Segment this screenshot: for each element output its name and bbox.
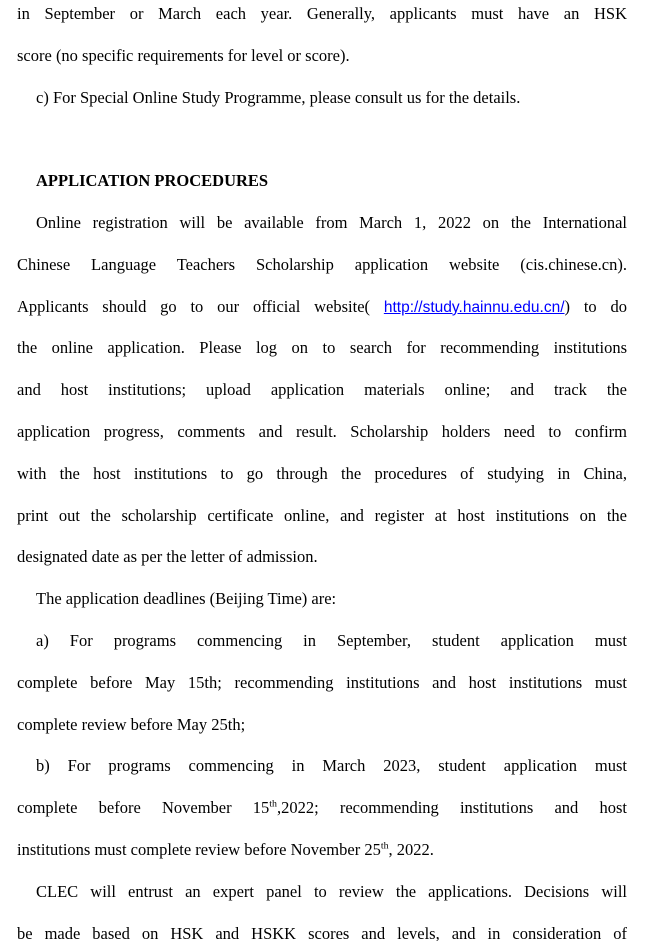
text-run: Applicants should go to our official website( <box>17 296 384 316</box>
para3-line4 <box>17 327 627 369</box>
heading-text: APPLICATION PROCEDURES <box>36 171 269 191</box>
blank-line <box>17 118 627 160</box>
para6-line1 <box>17 745 627 787</box>
text-run: designated date as per the letter of admission. <box>17 547 318 567</box>
para6-line3 <box>17 829 627 871</box>
text-run: complete before November 15 <box>17 798 270 818</box>
para3-line5 <box>17 369 627 411</box>
study-website-link[interactable]: http://study.hainnu.edu.cn/ <box>383 298 565 316</box>
text-run: with the host institutions to go through the procedures of studying in China, <box>17 463 627 483</box>
para6-line2 <box>17 787 627 829</box>
text-run: a) For programs commencing in September, student application must <box>36 630 627 650</box>
text-run: print out the scholarship certificate online, and register at host institutions on the <box>17 505 627 525</box>
para5-line1 <box>17 620 627 662</box>
text-run: and host institutions; upload application materials online; and track the <box>17 380 627 400</box>
text-run: institutions must complete review before November 25 <box>17 839 381 859</box>
text-run: CLEC will entrust an expert panel to review the applications. Decisions will <box>36 881 627 901</box>
text-run: in September or March each year. Generally, applicants must have an HSK <box>17 4 627 23</box>
text-run: ,2022; recommending institutions and host <box>276 798 627 818</box>
text-run: Chinese Language Teachers Scholarship application website (cis.chinese.cn). <box>17 254 627 274</box>
para3-line2 <box>17 244 627 286</box>
para3-line7 <box>17 453 627 495</box>
para2-line1 <box>17 77 627 119</box>
text-run: c) For Special Online Study Programme, please consult us for the details. <box>36 87 521 107</box>
text-run: application progress, comments and result. Scholarship holders need to confirm <box>17 421 627 441</box>
para1-line1 <box>17 0 627 35</box>
text-run: b) For programs commencing in March 2023, student application must <box>36 756 627 776</box>
text-run: Online registration will be available from March 1, 2022 on the International <box>36 212 627 232</box>
text-run: score (no specific requirements for level or score). <box>17 45 350 65</box>
text-run: The application deadlines (Beijing Time) are: <box>36 589 337 609</box>
text-run: ) to do <box>564 296 627 316</box>
para3-line3 <box>17 286 627 328</box>
ordinal-superscript: th <box>380 840 389 852</box>
text-run: complete review before May 25th; <box>17 714 246 734</box>
para7-line2 <box>17 913 627 941</box>
para3-line8 <box>17 495 627 537</box>
text-run: complete before May 15th; recommending institutions and host institutions must <box>17 672 627 692</box>
para5-line3 <box>17 704 627 746</box>
text-run: the online application. Please log on to search for recommending institutions <box>17 338 627 358</box>
para4-line1 <box>17 578 627 620</box>
para3-line6 <box>17 411 627 453</box>
para3-line1 <box>17 202 627 244</box>
text-run: be made based on HSK and HSKK scores and levels, and in consideration of <box>17 923 627 941</box>
para7-line1 <box>17 871 627 913</box>
para5-line2 <box>17 662 627 704</box>
text-run: , 2022. <box>388 839 434 859</box>
section-heading <box>17 160 627 202</box>
para3-line9 <box>17 536 627 578</box>
ordinal-superscript: th <box>269 798 277 810</box>
para1-line2 <box>17 35 627 77</box>
